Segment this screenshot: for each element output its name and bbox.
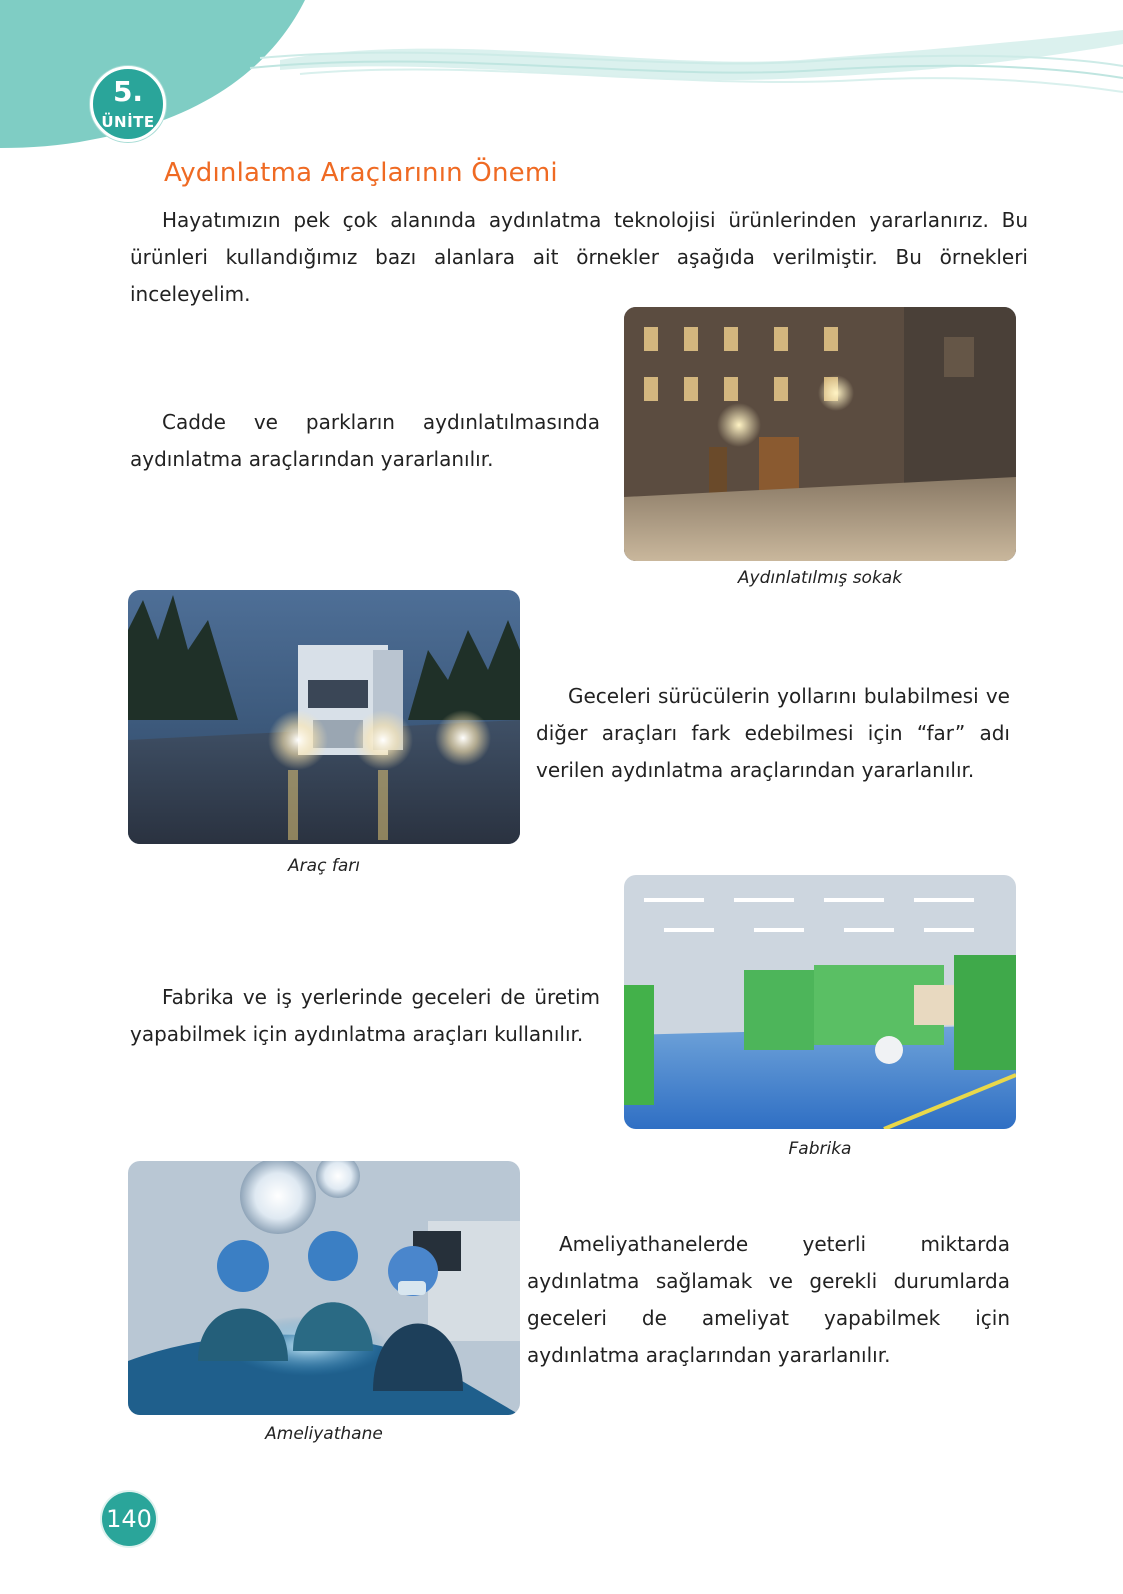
truck-headlight-photo — [128, 590, 520, 844]
unit-number: 5. — [112, 75, 144, 108]
operating-room-paragraph: Ameliyathanelerde yeterli miktarda aydınlatma sağlamak ve gerekli durumlarda geceleri de ameliyat yapabilmek için aydınlatma araçlarından yararlanılır. — [527, 1232, 1010, 1367]
header-wave-decoration — [0, 0, 1123, 170]
street-lighting-paragraph: Cadde ve parkların aydınlatılmasında aydınlatma araçlarından yararlanılır. — [130, 410, 600, 471]
intro-paragraph: Hayatımızın pek çok alanında aydınlatma teknolojisi ürünlerinden yararlanırız. Bu ürünleri kullandığımız bazı alanlara ait örnekler aşağıda verilmiştir. Bu örnekleri inceleyelim. — [130, 208, 1028, 306]
street-photo — [624, 307, 1016, 561]
page-number: 140 — [102, 1492, 156, 1546]
factory-photo — [624, 875, 1016, 1129]
headlight-paragraph: Geceleri sürücülerin yollarını bulabilmesi ve diğer araçları fark edebilmesi için “far” adı verilen aydınlatma araçlarından yararlanılır. — [536, 684, 1010, 782]
operating-room-caption: Ameliyathane — [265, 1424, 383, 1444]
factory-photo-caption: Fabrika — [788, 1139, 852, 1159]
truck-photo-caption: Araç farı — [288, 856, 360, 876]
operating-room-photo — [128, 1161, 520, 1415]
unit-badge — [90, 66, 166, 142]
street-photo-caption: Aydınlatılmış sokak — [737, 568, 903, 588]
unit-label: ÜNİTE — [101, 113, 155, 131]
page-title: Aydınlatma Araçlarının Önemi — [164, 158, 558, 188]
factory-paragraph: Fabrika ve iş yerlerinde geceleri de üretim yapabilmek için aydınlatma araçları kullanılır. — [130, 985, 600, 1046]
